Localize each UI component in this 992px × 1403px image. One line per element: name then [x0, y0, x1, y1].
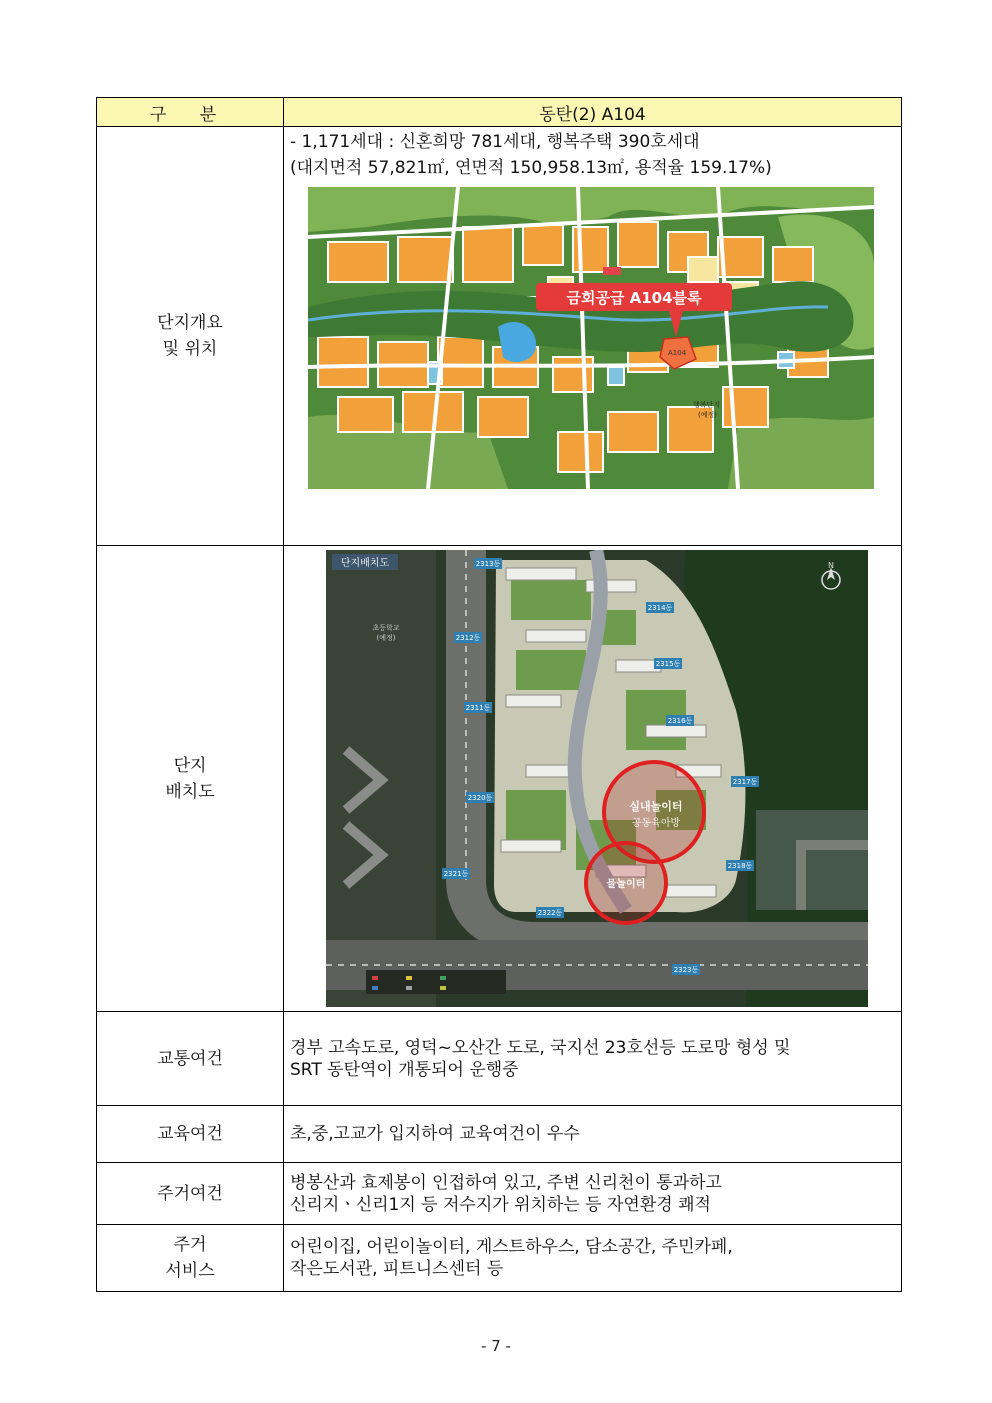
site-plan-image [326, 550, 868, 1007]
row-label-living: 주거여건 [97, 1163, 284, 1225]
map-note-2: (예정) [698, 411, 717, 419]
location-map [308, 187, 874, 489]
building-tag: 2315동 [655, 660, 681, 668]
row-label-service [97, 1225, 284, 1292]
row-label-education: 교육여건 [97, 1106, 284, 1163]
service-line-2: 작은도서관, 피트니스센터 등 [290, 1259, 504, 1279]
table-row-service [97, 1225, 902, 1292]
school-label-2: (예정) [376, 634, 396, 642]
transport-line-2: SRT 동탄역이 개통되어 운행중 [290, 1059, 519, 1080]
header-project-name: 동탄(2) A104 [284, 98, 902, 127]
page-number: - 7 - [481, 1337, 511, 1355]
building-tag: 2318동 [727, 862, 753, 870]
site-plan-title: 단지배치도 [340, 558, 390, 569]
label-line: 단지개요 [157, 313, 223, 333]
building-tag: 2320동 [467, 794, 493, 802]
row-label-siteplan [97, 546, 284, 1012]
label-line: 배치도 [165, 781, 215, 802]
row-content-service [284, 1225, 902, 1292]
row-content-living [284, 1163, 902, 1225]
childcare-room-label: 공동육아방 [631, 818, 681, 829]
label-line: 주거 [173, 1235, 207, 1255]
row-label-transport: 교통여건 [97, 1012, 284, 1106]
school-label-1: 초등학교 [372, 624, 400, 632]
building-tag: 2316동 [667, 717, 693, 725]
label-line: 서비스 [165, 1261, 215, 1281]
building-tag: 2323동 [673, 966, 699, 974]
row-content-overview [284, 127, 902, 546]
building-tag: 2314동 [647, 604, 673, 612]
table-row-transport [97, 1012, 902, 1106]
indoor-playground-label: 실내놀이터 [629, 800, 683, 813]
living-line-2: 신리지ㆍ신리1지 등 저수지가 위치하는 등 자연환경 쾌적 [290, 1194, 711, 1215]
project-summary-table [96, 97, 902, 1292]
living-line-1: 병봉산과 효제봉이 인접하여 있고, 주변 신리천이 통과하고 [290, 1172, 722, 1193]
label-line: 및 위치 [162, 339, 218, 359]
row-content-education: 초,중,고교가 입지하여 교육여건이 우수 [284, 1106, 902, 1163]
map-note-1: 행복단지 [693, 401, 721, 409]
table-row-education [97, 1106, 902, 1163]
header-category: 구 분 [97, 98, 284, 127]
service-line-1: 어린이집, 어린이놀이터, 게스트하우스, 담소공간, 주민카페, [290, 1237, 733, 1257]
map-callout-label: 금회공급 A104블록 [566, 289, 702, 307]
building-tag: 2312동 [455, 634, 481, 642]
overview-line-1: - 1,171세대 : 신혼희망 781세대, 행복주택 390호세대 [290, 132, 700, 152]
table-header-row [97, 98, 902, 127]
table-row-overview [97, 127, 902, 546]
row-content-siteplan [284, 546, 902, 1012]
transport-line-1: 경부 고속도로, 영덕~오산간 도로, 국지선 23호선등 도로망 형성 및 [290, 1037, 791, 1058]
map-block-label: A104 [668, 349, 687, 357]
row-label-overview [97, 127, 284, 546]
building-tag: 2311동 [465, 704, 491, 712]
row-content-transport [284, 1012, 902, 1106]
building-tag: 2317동 [732, 778, 758, 786]
table-row-living [97, 1163, 902, 1225]
building-tag: 2313동 [475, 560, 501, 568]
building-tag: 2321동 [443, 870, 469, 878]
water-playground-label: 물놀이터 [606, 879, 646, 890]
label-line: 단지 [173, 755, 207, 776]
table-row-siteplan [97, 546, 902, 1012]
north-arrow-label: N [828, 561, 834, 570]
building-tag: 2322동 [537, 909, 563, 917]
overview-line-2: (대지면적 57,821㎡, 연면적 150,958.13㎡, 용적율 159.17%) [290, 158, 772, 178]
